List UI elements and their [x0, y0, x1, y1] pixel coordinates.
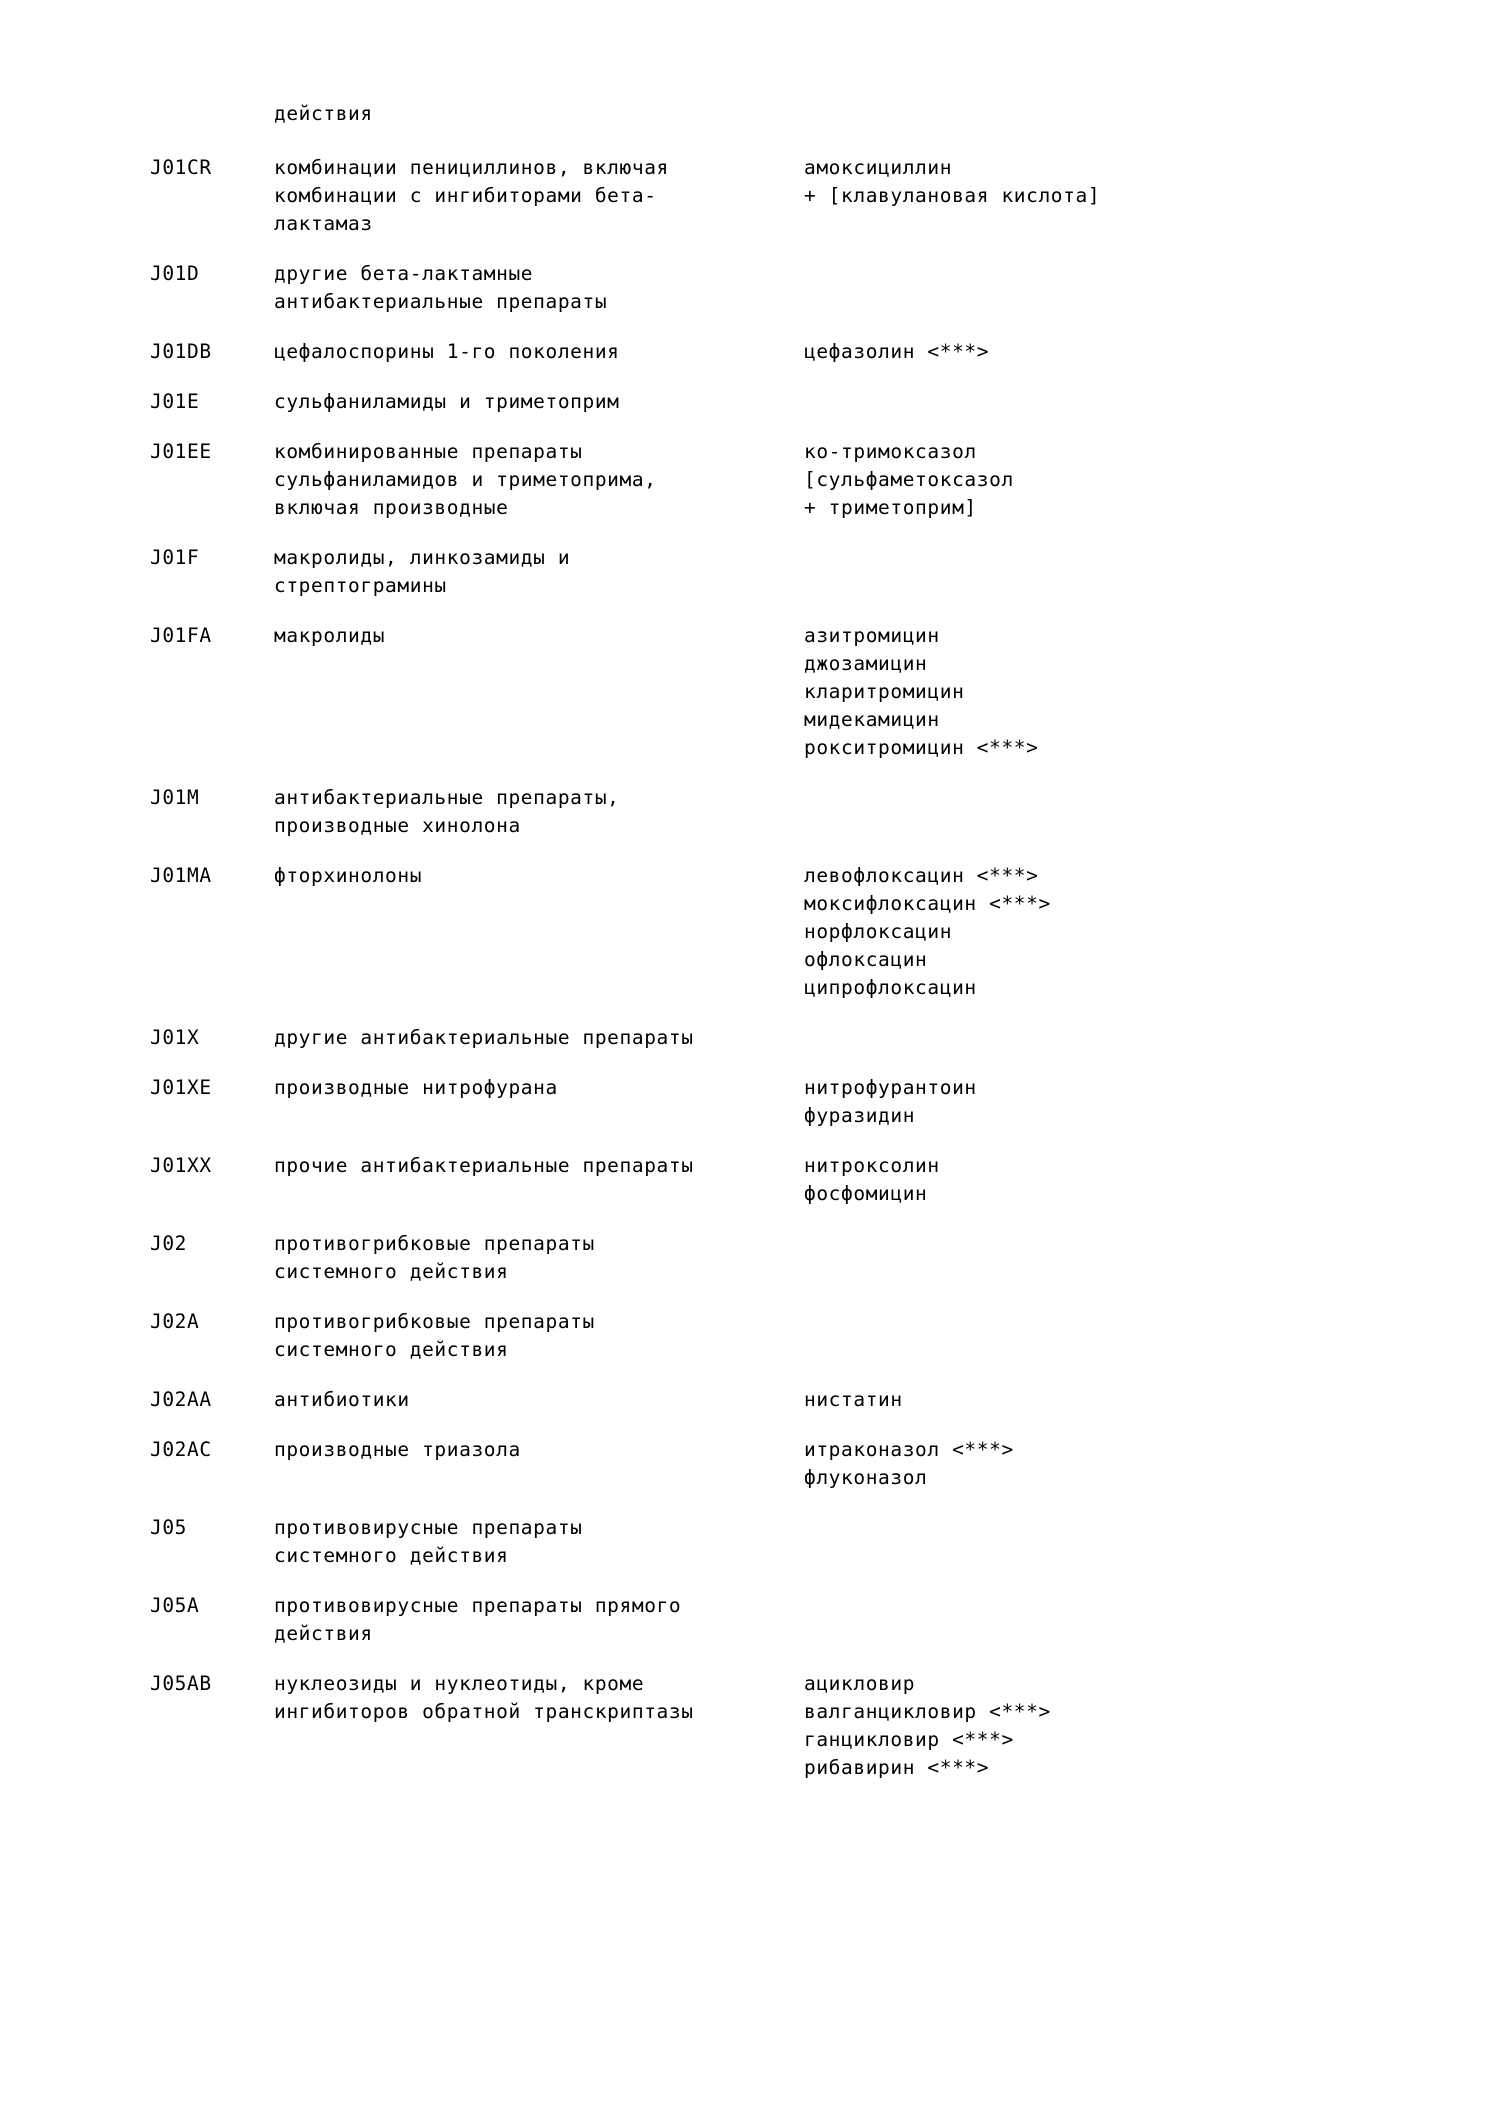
group-name-line: противовирусные препараты — [274, 1516, 583, 1539]
group-name-cell — [274, 154, 804, 260]
drug-name-line: + [клавулановая кислота] — [804, 184, 1101, 207]
drug-list-cell — [804, 438, 1190, 544]
group-name-cell — [274, 1230, 804, 1308]
drug-name-line: норфлоксацин — [804, 920, 953, 943]
drug-name-line: джозамицин — [804, 652, 928, 675]
group-name-line: сульфаниламиды и триметоприм — [274, 390, 620, 413]
drug-name-line: рибавирин <***> — [804, 1756, 990, 1779]
atc-code-cell: J01F — [150, 546, 200, 569]
drug-name-line: амоксициллин — [804, 156, 953, 179]
atc-code-cell: J01MA — [150, 864, 212, 887]
drug-list-cell — [804, 622, 1190, 784]
drug-name-line: азитромицин — [804, 624, 940, 647]
atc-drug-table — [150, 154, 1190, 1804]
group-name-cell — [274, 260, 804, 338]
drug-list-cell — [804, 260, 1190, 338]
group-name-line: сульфаниламидов и триметоприма, — [274, 468, 657, 491]
group-name-line: антибактериальные препараты, — [274, 786, 620, 809]
drug-list-cell — [804, 862, 1190, 1024]
group-name-line: противовирусные препараты прямого — [274, 1594, 682, 1617]
continuation-line: действия — [274, 102, 373, 125]
drug-name-line: левофлоксацин <***> — [804, 864, 1039, 887]
group-name-cell — [274, 1152, 804, 1230]
drug-name-line: + триметоприм] — [804, 496, 977, 519]
drug-list-cell — [804, 154, 1190, 260]
table-row — [150, 154, 1190, 260]
table-row — [150, 1592, 1190, 1670]
atc-code-cell: J01CR — [150, 156, 212, 179]
drug-name-line: [сульфаметоксазол — [804, 468, 1014, 491]
drug-name-line: ципрофлоксацин — [804, 976, 977, 999]
drug-list-cell — [804, 338, 1190, 388]
table-row — [150, 388, 1190, 438]
atc-code-cell: J02A — [150, 1310, 200, 1333]
group-name-line: прочие антибактериальные препараты — [274, 1154, 694, 1177]
drug-name-line: валганцикловир <***> — [804, 1700, 1051, 1723]
group-name-cell — [274, 1514, 804, 1592]
table-row — [150, 784, 1190, 862]
table-row — [150, 1074, 1190, 1152]
drug-name-line: флуконазол — [804, 1466, 928, 1489]
group-name-line: системного действия — [274, 1260, 509, 1283]
group-name-line: цефалоспорины 1-го поколения — [274, 340, 620, 363]
drug-name-line: рокситромицин <***> — [804, 736, 1039, 759]
drug-name-line: моксифлоксацин <***> — [804, 892, 1051, 915]
drug-list-cell — [804, 1024, 1190, 1074]
group-name-cell — [274, 622, 804, 784]
group-name-line: комбинации пенициллинов, включая — [274, 156, 669, 179]
drug-list-cell — [804, 1308, 1190, 1386]
group-name-line: макролиды — [274, 624, 386, 647]
drug-list-cell — [804, 1436, 1190, 1514]
atc-code-cell: J01XX — [150, 1154, 212, 1177]
table-row — [150, 622, 1190, 784]
group-name-line: ингибиторов обратной транскриптазы — [274, 1700, 694, 1723]
group-name-line: фторхинолоны — [274, 864, 423, 887]
group-name-line: противогрибковые препараты — [274, 1310, 595, 1333]
group-name-cell — [274, 1386, 804, 1436]
atc-code-cell: J01DB — [150, 340, 212, 363]
drug-name-line: ганцикловир <***> — [804, 1728, 1014, 1751]
atc-code-cell: J05AB — [150, 1672, 212, 1695]
group-name-line: системного действия — [274, 1544, 509, 1567]
atc-code-cell: J01EE — [150, 440, 212, 463]
group-name-cell — [274, 784, 804, 862]
drug-list-cell — [804, 1592, 1190, 1670]
drug-name-line: кларитромицин — [804, 680, 965, 703]
group-name-line: системного действия — [274, 1338, 509, 1361]
atc-code-cell: J05A — [150, 1594, 200, 1617]
atc-code-cell: J01E — [150, 390, 200, 413]
table-row — [150, 1670, 1190, 1804]
table-row — [150, 1230, 1190, 1308]
table-row — [150, 1386, 1190, 1436]
table-row — [150, 1024, 1190, 1074]
group-name-line: другие антибактериальные препараты — [274, 1026, 694, 1049]
group-name-line: стрептограмины — [274, 574, 447, 597]
drug-list-cell — [804, 1074, 1190, 1152]
table-row — [150, 260, 1190, 338]
group-name-line: нуклеозиды и нуклеотиды, кроме — [274, 1672, 645, 1695]
drug-name-line: нитроксолин — [804, 1154, 940, 1177]
group-name-cell — [274, 544, 804, 622]
atc-code-cell: J01X — [150, 1026, 200, 1049]
group-name-line: включая производные — [274, 496, 509, 519]
drug-list-cell — [804, 544, 1190, 622]
group-name-line: другие бета-лактамные — [274, 262, 534, 285]
group-name-line: макролиды, линкозамиды и — [274, 546, 571, 569]
group-name-cell — [274, 338, 804, 388]
group-name-line: антибиотики — [274, 1388, 410, 1411]
group-name-line: антибактериальные препараты — [274, 290, 608, 313]
drug-name-line: фосфомицин — [804, 1182, 928, 1205]
group-name-line: противогрибковые препараты — [274, 1232, 595, 1255]
table-row — [150, 438, 1190, 544]
table-row — [150, 1514, 1190, 1592]
group-name-line: производные триазола — [274, 1438, 521, 1461]
atc-code-cell: J02 — [150, 1232, 188, 1255]
group-name-cell — [274, 1308, 804, 1386]
drug-name-line: ацикловир — [804, 1672, 916, 1695]
drug-name-line: мидекамицин — [804, 708, 940, 731]
group-name-line: комбинации с ингибиторами бета- — [274, 184, 657, 207]
drug-name-line: цефазолин <***> — [804, 340, 990, 363]
group-name-line: лактамаз — [274, 212, 373, 235]
group-name-line: действия — [274, 1622, 373, 1645]
group-name-cell — [274, 1024, 804, 1074]
group-name-line: производные нитрофурана — [274, 1076, 558, 1099]
drug-name-line: ко-тримоксазол — [804, 440, 977, 463]
table-row — [150, 544, 1190, 622]
table-row — [150, 338, 1190, 388]
group-name-cell — [274, 388, 804, 438]
atc-code-cell: J01XE — [150, 1076, 212, 1099]
group-name-cell — [274, 862, 804, 1024]
drug-name-line: нистатин — [804, 1388, 903, 1411]
table-body — [150, 154, 1190, 1804]
drug-list-cell — [804, 1670, 1190, 1804]
group-name-line: производные хинолона — [274, 814, 521, 837]
table-row — [150, 1436, 1190, 1514]
drug-name-line: нитрофурантоин — [804, 1076, 977, 1099]
atc-code-cell: J01M — [150, 786, 200, 809]
atc-code-cell: J02AA — [150, 1388, 212, 1411]
group-name-cell — [274, 1670, 804, 1804]
group-name-cell — [274, 1074, 804, 1152]
drug-list-cell — [804, 1386, 1190, 1436]
atc-code-cell: J01D — [150, 262, 200, 285]
group-name-cell — [274, 1592, 804, 1670]
atc-code-cell: J02AC — [150, 1438, 212, 1461]
drug-name-line: итраконазол <***> — [804, 1438, 1014, 1461]
table-row — [150, 862, 1190, 1024]
drug-list-cell — [804, 388, 1190, 438]
table-row — [150, 1308, 1190, 1386]
group-name-cell — [274, 438, 804, 544]
atc-code-cell: J05 — [150, 1516, 188, 1539]
drug-list-cell — [804, 1230, 1190, 1308]
group-name-line: комбинированные препараты — [274, 440, 583, 463]
atc-code-cell: J01FA — [150, 624, 212, 647]
drug-list-cell — [804, 1152, 1190, 1230]
drug-list-cell — [804, 784, 1190, 862]
drug-name-line: офлоксацин — [804, 948, 928, 971]
drug-name-line: фуразидин — [804, 1104, 916, 1127]
table-row — [150, 1152, 1190, 1230]
group-name-cell — [274, 1436, 804, 1514]
drug-list-cell — [804, 1514, 1190, 1592]
